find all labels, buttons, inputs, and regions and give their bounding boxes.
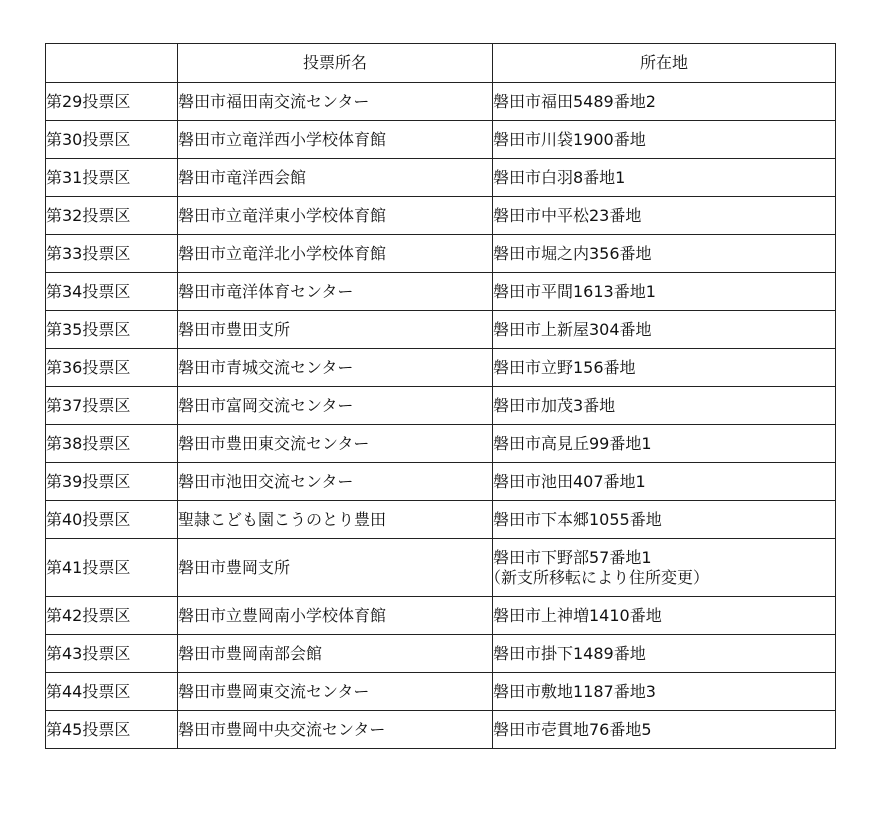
table-row (46, 121, 836, 159)
address-cell (493, 235, 836, 273)
address-cell (493, 673, 836, 711)
station-name-cell: 磐田市豊岡東交流センター (178, 673, 493, 711)
district-cell: 第38投票区 (46, 425, 178, 463)
table-header-row (46, 44, 836, 83)
station-name-cell: 磐田市豊田支所 (178, 311, 493, 349)
table-row (46, 83, 836, 121)
station-name-cell: 磐田市立竜洋西小学校体育館 (178, 121, 493, 159)
station-name-cell: 磐田市福田南交流センター (178, 83, 493, 121)
address-cell (493, 197, 836, 235)
station-name-cell: 磐田市立豊岡南小学校体育館 (178, 597, 493, 635)
address-cell (493, 463, 836, 501)
station-name-cell: 磐田市富岡交流センター (178, 387, 493, 425)
address-text: 磐田市高見丘99番地1 (493, 433, 652, 453)
table-row (46, 273, 836, 311)
address-text: 磐田市平間1613番地1 (493, 281, 656, 301)
station-name-cell: 磐田市豊田東交流センター (178, 425, 493, 463)
table-row (46, 197, 836, 235)
address-text: 磐田市壱貫地76番地5 (493, 719, 652, 739)
address-cell (485, 539, 836, 597)
district-cell: 第34投票区 (46, 273, 178, 311)
station-name-cell: 磐田市竜洋体育センター (178, 273, 493, 311)
district-cell: 第35投票区 (46, 311, 178, 349)
polling-station-table (45, 43, 836, 749)
district-cell: 第43投票区 (46, 635, 178, 673)
address-cell (493, 425, 836, 463)
address-cell (493, 387, 836, 425)
district-cell: 第39投票区 (46, 463, 178, 501)
address-cell (493, 711, 836, 749)
station-name-cell: 聖隷こども園こうのとり豊田 (178, 501, 493, 539)
address-cell (493, 159, 836, 197)
address-cell (493, 597, 836, 635)
district-cell: 第36投票区 (46, 349, 178, 387)
address-cell (493, 121, 836, 159)
district-cell: 第44投票区 (46, 673, 178, 711)
address-text: 磐田市池田407番地1 (493, 471, 646, 491)
table-row (46, 349, 836, 387)
header-station-name: 投票所名 (178, 44, 493, 83)
address-text: 磐田市掛下1489番地 (493, 643, 646, 663)
address-cell (493, 501, 836, 539)
station-name-cell: 磐田市青城交流センター (178, 349, 493, 387)
table-body (46, 83, 836, 749)
address-cell (493, 83, 836, 121)
table-row (46, 635, 836, 673)
district-cell: 第32投票区 (46, 197, 178, 235)
table-row (46, 501, 836, 539)
station-name-cell: 磐田市立竜洋東小学校体育館 (178, 197, 493, 235)
address-cell (493, 635, 836, 673)
table-row (46, 425, 836, 463)
table-row (46, 159, 836, 197)
station-name-cell: 磐田市豊岡中央交流センター (178, 711, 493, 749)
address-text: 磐田市敷地1187番地3 (493, 681, 656, 701)
table-row (46, 387, 836, 425)
district-cell: 第30投票区 (46, 121, 178, 159)
table-row (46, 539, 836, 597)
address-text: 磐田市川袋1900番地 (493, 129, 646, 149)
station-name-cell: 磐田市立竜洋北小学校体育館 (178, 235, 493, 273)
address-text: 磐田市上新屋304番地 (493, 319, 652, 339)
district-cell: 第40投票区 (46, 501, 178, 539)
header-district (46, 44, 178, 83)
address-text: 磐田市下野部57番地1 (493, 547, 652, 567)
address-text: 磐田市中平松23番地 (493, 205, 642, 225)
address-cell (493, 273, 836, 311)
address-cell (493, 311, 836, 349)
station-name-cell: 磐田市豊岡南部会館 (178, 635, 493, 673)
address-text: 磐田市立野156番地 (493, 357, 636, 377)
address-cell (493, 349, 836, 387)
district-cell: 第31投票区 (46, 159, 178, 197)
district-cell: 第29投票区 (46, 83, 178, 121)
district-cell: 第45投票区 (46, 711, 178, 749)
station-name-cell: 磐田市豊岡支所 (178, 539, 493, 597)
district-cell: 第37投票区 (46, 387, 178, 425)
address-text: 磐田市白羽8番地1 (493, 167, 626, 187)
table-row (46, 463, 836, 501)
header-address: 所在地 (493, 44, 836, 83)
district-cell: 第33投票区 (46, 235, 178, 273)
address-text: 磐田市堀之内356番地 (493, 243, 652, 263)
table-row (46, 673, 836, 711)
district-cell: 第42投票区 (46, 597, 178, 635)
station-name-cell: 磐田市池田交流センター (178, 463, 493, 501)
address-text: 磐田市加茂3番地 (493, 395, 616, 415)
address-text: 磐田市上神増1410番地 (493, 605, 662, 625)
table-row (46, 597, 836, 635)
table-row (46, 235, 836, 273)
table-row (46, 711, 836, 749)
address-note: （新支所移転により住所変更） (485, 567, 710, 587)
station-name-cell: 磐田市竜洋西会館 (178, 159, 493, 197)
table-row (46, 311, 836, 349)
address-text: 磐田市下本郷1055番地 (493, 509, 662, 529)
address-text: 磐田市福田5489番地2 (493, 91, 656, 111)
district-cell: 第41投票区 (46, 539, 178, 597)
